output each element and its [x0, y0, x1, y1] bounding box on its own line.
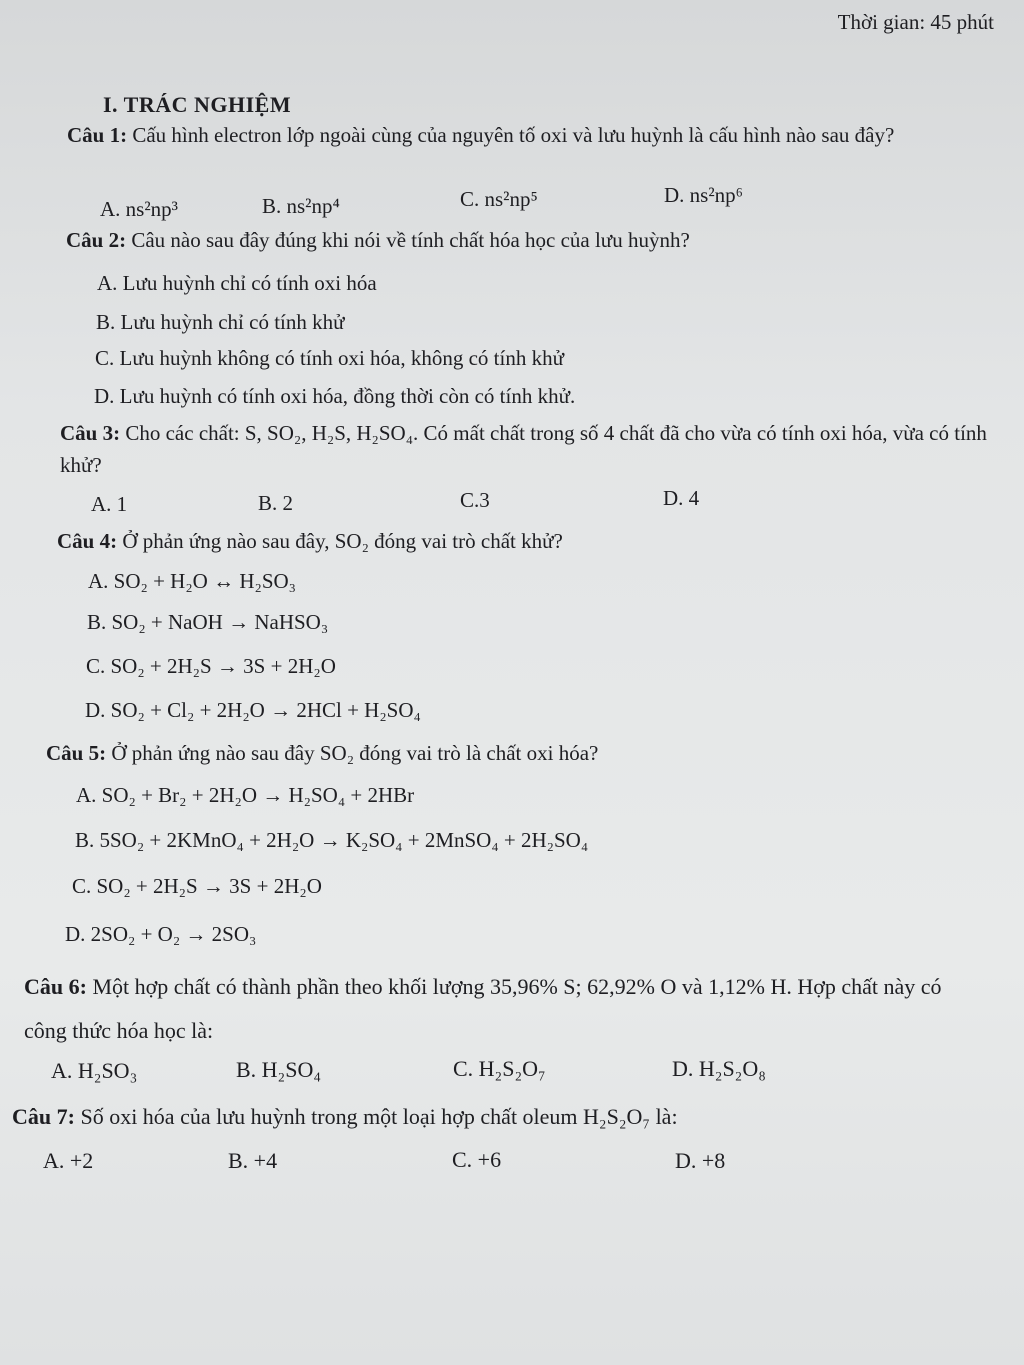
option-d: D. SO₂ + Cl₂ + 2H₂O → 2HCl + H₂SO₄ [85, 698, 421, 722]
option-a: A. ns²np³ [100, 197, 178, 221]
option-a: A. +2 [43, 1148, 94, 1173]
option-d: D. H₂S₂O₈ [672, 1056, 766, 1081]
question-text: Một hợp chất có thành phần theo khối lượng 35,96% S; 62,92% O và 1,12% H. Hợp chất này có công thức hóa học là: [24, 974, 942, 1043]
question-3 [60, 418, 1015, 481]
option-b: B. 5SO₂ + 2KMnO₄ + 2H₂O → K₂SO₄ + 2MnSO₄ + 2H₂SO₄ [75, 828, 589, 852]
question-5 [46, 738, 1006, 770]
option-b: B. 2 [258, 491, 294, 515]
question-text: Ở phản ứng nào sau đây, SO₂ đóng vai trò chất khử? [122, 529, 563, 553]
question-text: Ở phản ứng nào sau đây SO₂ đóng vai trò là chất oxi hóa? [111, 741, 599, 765]
option-c: C. ns²np⁵ [460, 187, 538, 211]
option-a: A. 1 [91, 492, 128, 516]
question-label: Câu 3: [60, 421, 121, 445]
section-title: I. TRÁC NGHIỆM [103, 92, 292, 117]
option-d: D. 4 [663, 486, 700, 510]
option-a: A. Lưu huỳnh chỉ có tính oxi hóa [97, 271, 377, 295]
option-d: D. +8 [675, 1148, 726, 1173]
option-b: B. ns²np⁴ [262, 194, 340, 218]
option-c: C. SO₂ + 2H₂S → 3S + 2H₂O [86, 654, 336, 678]
question-text: Câu nào sau đây đúng khi nói về tính chất hóa học của lưu huỳnh? [131, 228, 690, 252]
option-b: B. SO₂ + NaOH → NaHSO₃ [87, 610, 329, 634]
option-a: A. SO₂ + H₂O ↔ H₂SO₃ [88, 569, 296, 593]
question-label: Câu 7: [12, 1104, 75, 1129]
question-label: Câu 2: [66, 228, 127, 252]
question-text: Số oxi hóa của lưu huỳnh trong một loại hợp chất oleum H₂S₂O₇ là: [80, 1104, 678, 1129]
question-label: Câu 4: [57, 529, 118, 553]
time-limit: Thời gian: 45 phút [837, 10, 994, 34]
question-label: Câu 1: [67, 123, 128, 147]
option-c: C.3 [460, 488, 490, 512]
option-d: D. 2SO₂ + O₂ → 2SO₃ [65, 922, 257, 946]
option-c: C. +6 [452, 1147, 502, 1172]
question-6 [24, 965, 944, 1053]
option-d: D. ns²np⁶ [664, 183, 743, 207]
question-text: Cấu hình electron lớp ngoài cùng của nguyên tố oxi và lưu huỳnh là cấu hình nào sau đây? [132, 123, 895, 147]
option-b: B. Lưu huỳnh chỉ có tính khử [96, 310, 345, 334]
question-7 [12, 1100, 992, 1133]
question-4 [57, 526, 1007, 558]
option-d: D. Lưu huỳnh có tính oxi hóa, đồng thời còn có tính khử. [94, 384, 576, 408]
option-a: A. SO₂ + Br₂ + 2H₂O → H₂SO₄ + 2HBr [76, 783, 415, 807]
option-b: B. H₂SO₄ [236, 1057, 322, 1082]
question-label: Câu 6: [24, 974, 87, 999]
option-b: B. +4 [228, 1148, 278, 1173]
option-c: C. Lưu huỳnh không có tính oxi hóa, không có tính khử [95, 346, 564, 370]
question-text: Cho các chất: S, SO₂, H₂S, H₂SO₄. Có mất chất trong số 4 chất đã cho vừa có tính oxi hóa, vừa có tính khử? [60, 421, 987, 477]
question-1 [67, 120, 1007, 152]
option-a: A. H₂SO₃ [51, 1058, 138, 1083]
question-2 [66, 225, 1006, 257]
question-label: Câu 5: [46, 741, 107, 765]
option-c: C. H₂S₂O₇ [453, 1056, 546, 1081]
option-c: C. SO₂ + 2H₂S → 3S + 2H₂O [72, 874, 322, 898]
